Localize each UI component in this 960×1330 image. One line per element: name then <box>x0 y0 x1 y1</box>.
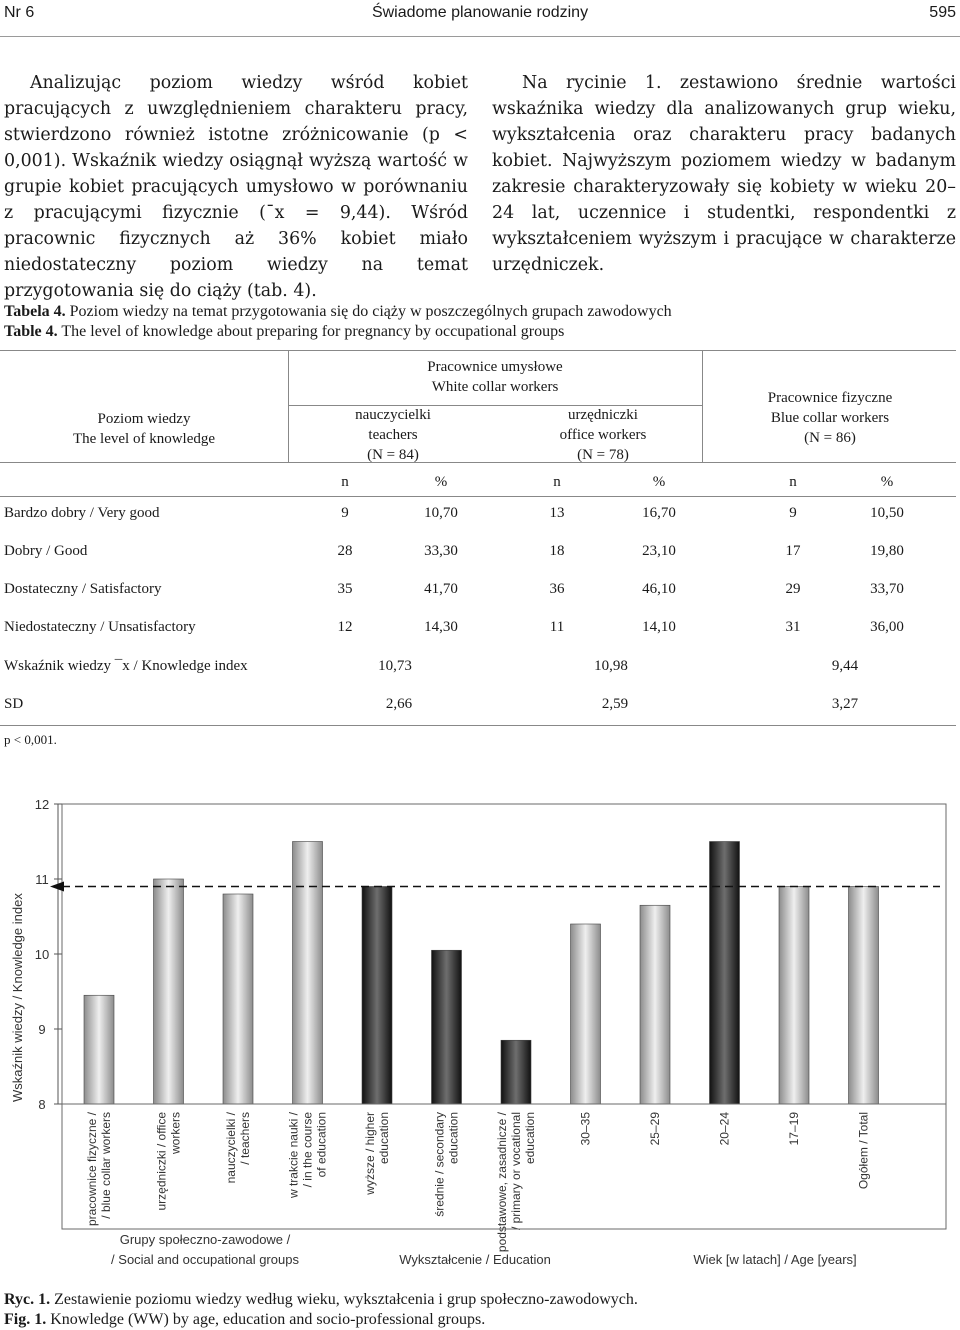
index-teachers: 10,73 <box>378 658 412 674</box>
group-label-social-en: / Social and occupational groups <box>111 1252 299 1267</box>
x-tick-label: pracownice fizyczne / <box>85 1112 99 1227</box>
figure-caption-en-text: Knowledge (WW) by age, education and socio-professional groups. <box>50 1311 486 1328</box>
page-number: 595 <box>929 4 956 21</box>
sub-n-1: n <box>341 474 349 490</box>
bar <box>640 905 670 1104</box>
cell: 46,10 <box>642 581 676 597</box>
x-tick-label: of education <box>314 1112 329 1178</box>
bar-chart <box>0 790 960 1280</box>
bar <box>84 995 114 1104</box>
subheader-rule <box>0 496 956 497</box>
teachers-en: teachers <box>368 427 418 443</box>
x-category-label <box>787 1112 801 1146</box>
knowledge-table <box>0 350 960 730</box>
figure-caption-pl <box>4 1290 638 1310</box>
x-tick-label: nauczycielki / <box>224 1112 238 1184</box>
cell: 35 <box>337 581 353 597</box>
sub-pct-2: % <box>652 474 666 490</box>
office-n: (N = 78) <box>577 447 629 463</box>
cell: 12 <box>337 619 353 635</box>
x-category-label <box>224 1111 252 1183</box>
cell: 14,30 <box>424 619 458 635</box>
x-tick-label: education <box>377 1112 391 1165</box>
sd-teachers: 2,66 <box>385 696 413 712</box>
group-label-social-pl: Grupy społeczno-zawodowe / <box>119 1232 291 1247</box>
x-category-label <box>579 1112 593 1146</box>
bar <box>432 950 462 1104</box>
row-label: Dostateczny / Satisfactory <box>4 581 162 597</box>
figure-caption-pl-text: Zestawienie poziomu wiedzy według wieku, wykształcenia i grup społeczno-zawodowych. <box>54 1291 638 1308</box>
x-category-label <box>363 1112 391 1196</box>
left-paragraph: Analizując poziom wiedzy wśród kobiet pracujących z uwzględnieniem charakteru pracy, stwierdzono również istotne zróżnicowanie (p < 0,001). Wskaźnik wiedzy osiągnął wyższą wartość w grupie kobiet pracujących umysłowo w porównaniu z pracującymi fizycznie (¯x = 9,44). Wśród pracownic fizycznych aż 36% kobiet miało niedostateczny poziom wiedzy na temat przygotowania się do ciąży (tab. 4). <box>4 73 468 301</box>
table-caption-pl-label: Tabela 4. <box>4 303 66 320</box>
x-tick-label: education <box>523 1112 537 1165</box>
cell: 33,70 <box>870 581 904 597</box>
right-paragraph: Na rycinie 1. zestawiono średnie wartości wskaźnika wiedzy dla analizowanych grup wieku, wykształcenia oraz charakteru pracy badanych kobiet. Najwyższym poziomem wiedzy w badanym zakresie charakteryzowały się kobiety w wieku 20–24 lat, uczennice i studentki, respondentki z wykształceniem wyższym i pracujące w charakterze urzędniczek. <box>492 73 956 275</box>
x-tick-label: 25–29 <box>648 1112 662 1146</box>
x-category-label <box>718 1112 732 1146</box>
x-tick-label: 20–24 <box>717 1112 732 1146</box>
blue-collar-en: Blue collar workers <box>770 410 890 426</box>
cell: 36,00 <box>870 619 904 635</box>
cell: 9 <box>341 505 349 521</box>
x-category-label <box>287 1111 329 1199</box>
table-caption-en-label: Table 4. <box>4 323 58 340</box>
row-label: Niedostateczny / Unsatisfactory <box>4 619 196 635</box>
white-collar-en: White collar workers <box>431 379 559 395</box>
x-tick-label: 17–19 <box>787 1112 801 1146</box>
group-label-age: Wiek [w latach] / Age [years] <box>693 1252 857 1267</box>
cell: 9 <box>789 505 797 521</box>
y-tick-label: 10 <box>34 947 50 962</box>
left-column-text <box>4 70 468 304</box>
row-label: Dobry / Good <box>4 543 88 559</box>
y-tick-label: 9 <box>38 1022 46 1037</box>
cell: 16,70 <box>642 505 676 521</box>
level-header-pl: Poziom wiedzy <box>97 411 191 427</box>
bar <box>849 887 879 1105</box>
table-top-rule <box>0 350 956 351</box>
index-blue: 9,44 <box>831 658 859 674</box>
x-tick-label: / in the course <box>300 1112 315 1188</box>
cell: 31 <box>785 619 801 635</box>
bar <box>571 924 601 1104</box>
x-tick-label: Ogółem / Total <box>856 1112 871 1190</box>
cell: 14,10 <box>642 619 676 635</box>
index-label: Wskaźnik wiedzy ¯x / Knowledge index <box>4 658 248 674</box>
running-title: Świadome planowanie rodziny <box>371 4 589 21</box>
x-tick-label: 30–35 <box>578 1112 593 1146</box>
table-caption-en-text: The level of knowledge about preparing for pregnancy by occupational groups <box>61 323 565 340</box>
figure-caption <box>4 1290 638 1330</box>
y-tick-label: 8 <box>38 1097 46 1112</box>
table-caption-pl-text: Poziom wiedzy na temat przygotowania się do ciąży w poszczególnych grupach zawodowych <box>69 303 672 320</box>
y-tick-label: 12 <box>34 797 50 812</box>
x-tick-label: / blue collar workers <box>99 1112 113 1219</box>
cell: 36 <box>549 581 565 597</box>
blue-collar-pl: Pracownice fizyczne <box>767 390 893 406</box>
reference-arrow <box>50 882 64 892</box>
figure-caption-en-label: Fig. 1. <box>4 1311 47 1328</box>
x-category-label <box>857 1112 871 1189</box>
teachers-n: (N = 84) <box>367 447 419 463</box>
x-tick-label: workers <box>168 1112 183 1155</box>
figure-container <box>0 790 960 1280</box>
sd-office: 2,59 <box>601 696 629 712</box>
bar <box>779 887 809 1105</box>
cell: 28 <box>337 543 353 559</box>
sub-n-2: n <box>553 474 561 490</box>
x-tick-label: / teachers <box>238 1112 252 1165</box>
cell: 18 <box>549 543 565 559</box>
right-column-text <box>492 70 956 278</box>
sub-n-3: n <box>789 474 797 490</box>
bar <box>223 894 253 1104</box>
x-tick-label: urzędniczki / office <box>154 1112 169 1211</box>
cell: 33,30 <box>424 543 458 559</box>
sd-label: SD <box>4 696 24 712</box>
x-category-label <box>648 1112 662 1146</box>
white-collar-pl: Pracownice umysłowe <box>427 359 563 375</box>
x-tick-label: w trakcie nauki / <box>286 1112 301 1199</box>
x-tick-label: / primary or vocational <box>509 1112 523 1231</box>
figure-caption-en <box>4 1310 638 1330</box>
office-en: office workers <box>559 427 647 443</box>
x-category-label <box>495 1111 537 1252</box>
table-bottom-rule <box>0 725 956 726</box>
cell: 29 <box>785 581 801 597</box>
cell: 10,50 <box>870 505 904 521</box>
level-header-en: The level of knowledge <box>72 431 216 447</box>
bar <box>293 842 323 1105</box>
group-label-education: Wykształcenie / Education <box>399 1252 551 1267</box>
cell: 17 <box>785 543 801 559</box>
x-category-label <box>433 1112 461 1217</box>
x-tick-label: wyższe / higher <box>363 1112 377 1195</box>
cell: 11 <box>549 619 565 635</box>
bar <box>710 842 740 1105</box>
index-office: 10,98 <box>594 658 628 674</box>
x-category-label <box>85 1111 113 1226</box>
figure-caption-pl-label: Ryc. 1. <box>4 1291 51 1308</box>
cell: 13 <box>549 505 565 521</box>
x-tick-label: podstawowe, zasadnicze / <box>495 1112 509 1253</box>
table-note: p < 0,001. <box>4 732 57 747</box>
cell: 23,10 <box>642 543 676 559</box>
bar <box>154 879 184 1104</box>
sub-pct-1: % <box>434 474 448 490</box>
office-pl: urzędniczki <box>568 407 638 423</box>
sub-pct-3: % <box>880 474 894 490</box>
y-tick-label: 11 <box>35 872 49 887</box>
cell: 41,70 <box>424 581 458 597</box>
y-axis-label: Wskaźnik wiedzy / Knowledge index <box>10 893 25 1102</box>
sd-blue: 3,27 <box>831 696 859 712</box>
table-caption-pl <box>4 302 672 322</box>
cell: 10,70 <box>424 505 458 521</box>
bar <box>501 1040 531 1104</box>
table-caption-en <box>4 322 564 342</box>
x-category-label <box>155 1112 183 1211</box>
teachers-pl: nauczycielki <box>355 407 431 423</box>
x-tick-label: education <box>446 1112 461 1165</box>
issue-number: Nr 6 <box>4 4 35 21</box>
blue-collar-n: (N = 86) <box>804 430 856 446</box>
bar <box>362 887 392 1105</box>
cell: 19,80 <box>870 543 904 559</box>
row-label: Bardzo dobry / Very good <box>4 505 160 521</box>
page-header <box>0 0 960 37</box>
x-tick-label: średnie / secondary <box>432 1112 447 1217</box>
